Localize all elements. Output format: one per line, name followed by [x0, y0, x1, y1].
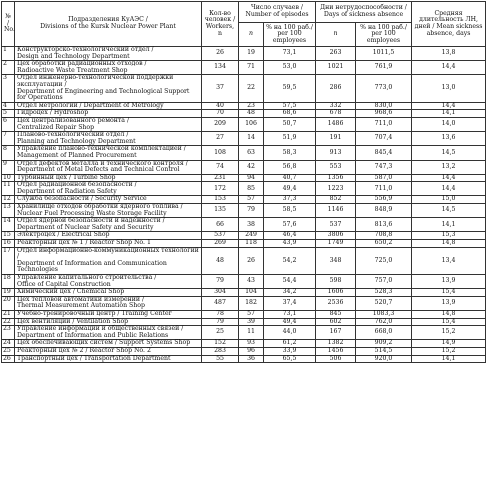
row-episodes-per100: 34,2: [264, 289, 316, 297]
row-mean-duration: 14,4: [412, 102, 486, 110]
row-workers: 25: [202, 326, 239, 340]
table-body: [2, 47, 486, 363]
row-days-n: 286: [316, 75, 356, 102]
row-days-per100: 968,6: [356, 110, 412, 118]
row-episodes-per100: 54,2: [264, 247, 316, 274]
row-days-per100: 520,7: [356, 296, 412, 310]
row-episodes-per100: 50,7: [264, 117, 316, 131]
row-episodes-per100: 57,5: [264, 102, 316, 110]
row-episodes-n: 48: [239, 110, 264, 118]
header-episodes-n: n: [239, 23, 264, 47]
row-days-per100: 762,0: [356, 318, 412, 326]
row-mean-duration: 13,9: [412, 275, 486, 289]
row-episodes-n: 249: [239, 232, 264, 240]
row-mean-duration: 15,4: [412, 289, 486, 297]
row-days-n: 1456: [316, 347, 356, 355]
row-days-n: 553: [316, 160, 356, 174]
row-number: 1: [2, 47, 15, 61]
row-episodes-n: 106: [239, 117, 264, 131]
row-days-n: 537: [316, 218, 356, 232]
table-row: [2, 61, 486, 75]
row-days-n: 1382: [316, 340, 356, 348]
row-mean-duration: 13,4: [412, 247, 486, 274]
row-episodes-n: 93: [239, 340, 264, 348]
table-row: [2, 240, 486, 248]
row-days-per100: 514,5: [356, 347, 412, 355]
header-days: Дни нетрудоспособности / Days of sickness absence: [316, 2, 412, 23]
header-workers: Кол-во человек / Workers, n: [202, 2, 239, 47]
row-mean-duration: 14,4: [412, 61, 486, 75]
row-division-name: Реакторный цех № 2 / Reactor Shop No. 2: [15, 347, 202, 355]
row-days-n: 263: [316, 47, 356, 61]
row-episodes-n: 182: [239, 296, 264, 310]
row-episodes-n: 26: [239, 247, 264, 274]
row-number: 16: [2, 240, 15, 248]
row-mean-duration: 15,2: [412, 347, 486, 355]
row-days-per100: 773,0: [356, 75, 412, 102]
table-row: [2, 160, 486, 174]
row-mean-duration: 15,4: [412, 318, 486, 326]
row-mean-duration: 14,4: [412, 174, 486, 182]
header-episodes: Число случаев / Number of episodes: [239, 2, 316, 23]
row-number: 8: [2, 146, 15, 160]
table-row: [2, 182, 486, 196]
row-workers: 134: [202, 61, 239, 75]
row-number: 6: [2, 117, 15, 131]
row-number: 12: [2, 196, 15, 204]
row-mean-duration: 14,0: [412, 117, 486, 131]
row-workers: 209: [202, 117, 239, 131]
row-number: 15: [2, 232, 15, 240]
table-row: [2, 347, 486, 355]
row-episodes-per100: 54,4: [264, 275, 316, 289]
row-episodes-n: 118: [239, 240, 264, 248]
row-workers: 269: [202, 240, 239, 248]
row-workers: 152: [202, 340, 239, 348]
row-division-name: Отдел радиационной безопасности / Department of Radiation Safety: [15, 182, 202, 196]
row-mean-duration: 14,4: [412, 182, 486, 196]
row-division-name: Электроцех / Electrical Shop: [15, 232, 202, 240]
row-episodes-n: 39: [239, 318, 264, 326]
row-number: 25: [2, 347, 15, 355]
row-days-n: 332: [316, 102, 356, 110]
row-days-n: 1021: [316, 61, 356, 75]
table-row: [2, 296, 486, 310]
row-episodes-per100: 56,8: [264, 160, 316, 174]
row-division-name: Управление планово-технической комплектацией / Management of Planned Procurement: [15, 146, 202, 160]
row-number: 5: [2, 110, 15, 118]
row-episodes-n: 79: [239, 204, 264, 218]
row-mean-duration: 13,2: [412, 160, 486, 174]
row-workers: 70: [202, 110, 239, 118]
table-row: [2, 75, 486, 102]
row-days-n: 1606: [316, 289, 356, 297]
row-episodes-per100: 58,5: [264, 204, 316, 218]
row-workers: 231: [202, 174, 239, 182]
row-episodes-n: 63: [239, 146, 264, 160]
row-workers: 66: [202, 218, 239, 232]
row-workers: 26: [202, 47, 239, 61]
row-days-n: 678: [316, 110, 356, 118]
row-episodes-per100: 49,4: [264, 182, 316, 196]
row-episodes-n: 42: [239, 160, 264, 174]
row-number: 24: [2, 340, 15, 348]
row-episodes-n: 71: [239, 61, 264, 75]
table-row: [2, 326, 486, 340]
row-days-per100: 650,2: [356, 240, 412, 248]
row-days-per100: 813,6: [356, 218, 412, 232]
row-episodes-per100: 59,5: [264, 75, 316, 102]
header-mean-duration: Средняя длительность ЛН, дней / Mean sickness absence, days: [412, 2, 486, 47]
row-days-per100: 920,0: [356, 355, 412, 363]
row-days-n: 348: [316, 247, 356, 274]
row-division-name: Управление капитального строительства / Office of Capital Construction: [15, 275, 202, 289]
row-workers: 27: [202, 132, 239, 146]
row-episodes-per100: 46,4: [264, 232, 316, 240]
row-mean-duration: 14,1: [412, 218, 486, 232]
row-workers: 79: [202, 275, 239, 289]
row-episodes-n: 22: [239, 75, 264, 102]
row-number: 26: [2, 355, 15, 363]
row-days-per100: 747,3: [356, 160, 412, 174]
row-days-n: 506: [316, 355, 356, 363]
row-division-name: Отдел метрологии / Department of Metrology: [15, 102, 202, 110]
row-mean-duration: 13,9: [412, 296, 486, 310]
row-episodes-per100: 68,6: [264, 110, 316, 118]
row-mean-duration: 14,1: [412, 110, 486, 118]
row-episodes-n: 94: [239, 174, 264, 182]
table-row: [2, 247, 486, 274]
row-days-per100: 707,4: [356, 132, 412, 146]
row-episodes-per100: 33,9: [264, 347, 316, 355]
row-days-per100: 556,9: [356, 196, 412, 204]
header-days-n: n: [316, 23, 356, 47]
row-division-name: Реакторный цех № 1 / Reactor Shop No. 1: [15, 240, 202, 248]
row-workers: 172: [202, 182, 239, 196]
row-days-per100: 1011,5: [356, 47, 412, 61]
row-division-name: Цех тепловой автоматики измерений / Thermal Measurement Automation Shop: [15, 296, 202, 310]
row-workers: 304: [202, 289, 239, 297]
row-days-n: 2536: [316, 296, 356, 310]
row-mean-duration: 15,3: [412, 232, 486, 240]
row-days-n: 1146: [316, 204, 356, 218]
row-days-per100: 587,0: [356, 174, 412, 182]
row-workers: 48: [202, 247, 239, 274]
row-number: 18: [2, 275, 15, 289]
row-division-name: Цех обеспечивающих систем / Support Systems Shop: [15, 340, 202, 348]
row-episodes-per100: 51,9: [264, 132, 316, 146]
row-days-per100: 845,4: [356, 146, 412, 160]
row-division-name: Транспортный цех / Transportation Department: [15, 355, 202, 363]
row-division-name: Служба безопасности / Security Service: [15, 196, 202, 204]
header-days-per100: % на 100 раб./ per 100 employees: [356, 23, 412, 47]
table-header: [2, 2, 486, 47]
row-days-per100: 1083,3: [356, 310, 412, 318]
row-days-n: 598: [316, 275, 356, 289]
row-workers: 74: [202, 160, 239, 174]
row-workers: 487: [202, 296, 239, 310]
row-workers: 78: [202, 310, 239, 318]
row-mean-duration: 14,9: [412, 340, 486, 348]
row-number: 11: [2, 182, 15, 196]
row-workers: 79: [202, 318, 239, 326]
row-mean-duration: 14,1: [412, 355, 486, 363]
row-days-n: 1486: [316, 117, 356, 131]
row-mean-duration: 15,2: [412, 326, 486, 340]
row-number: 23: [2, 326, 15, 340]
row-division-name: Конструкторско-технологический отдел / Design and Technology Department: [15, 47, 202, 61]
header-division: Подразделения КуАЭС / Divisions of the Kursk Nuclear Power Plant: [15, 2, 202, 47]
row-number: 22: [2, 318, 15, 326]
row-days-per100: 830,0: [356, 102, 412, 110]
header-episodes-per100: % на 100 раб./ per 100 employees: [264, 23, 316, 47]
row-days-per100: 668,0: [356, 326, 412, 340]
row-episodes-per100: 44,0: [264, 326, 316, 340]
row-episodes-per100: 65,5: [264, 355, 316, 363]
row-mean-duration: 14,8: [412, 310, 486, 318]
row-episodes-per100: 40,7: [264, 174, 316, 182]
table-row: [2, 310, 486, 318]
row-days-n: 167: [316, 326, 356, 340]
row-episodes-n: 57: [239, 310, 264, 318]
table-row: [2, 355, 486, 363]
row-number: 17: [2, 247, 15, 274]
table-row: [2, 204, 486, 218]
row-division-name: Цех обработки радиационных отходов / Radioactive Waste Treatment Shop: [15, 61, 202, 75]
row-days-per100: 711,0: [356, 182, 412, 196]
row-division-name: Отдел информационно-коммуникационных технологий / Department of Information and Communication Technologies: [15, 247, 202, 274]
row-division-name: Управление информации и общественных связей / Department of Information and Public Relations: [15, 326, 202, 340]
row-episodes-n: 96: [239, 347, 264, 355]
row-division-name: Хранилище отходов обработки ядерного топлива / Nuclear Fuel Processing Waste Storage Facility: [15, 204, 202, 218]
table-row: [2, 132, 486, 146]
row-days-n: 3806: [316, 232, 356, 240]
row-days-per100: 909,2: [356, 340, 412, 348]
row-division-name: Гидроцех / Hydroshop: [15, 110, 202, 118]
row-episodes-per100: 57,6: [264, 218, 316, 232]
row-episodes-per100: 53,0: [264, 61, 316, 75]
table-row: [2, 146, 486, 160]
row-workers: 283: [202, 347, 239, 355]
row-days-n: 602: [316, 318, 356, 326]
row-workers: 37: [202, 75, 239, 102]
header-no: № / No.: [2, 2, 15, 47]
table-row: [2, 117, 486, 131]
row-episodes-per100: 49,4: [264, 318, 316, 326]
row-number: 13: [2, 204, 15, 218]
row-division-name: Отдел дефектов металла и технического контроля / Department of Metal Defects and Technical Control: [15, 160, 202, 174]
row-episodes-per100: 61,2: [264, 340, 316, 348]
row-mean-duration: 13,0: [412, 75, 486, 102]
row-workers: 537: [202, 232, 239, 240]
row-mean-duration: 15,0: [412, 196, 486, 204]
row-episodes-n: 85: [239, 182, 264, 196]
row-episodes-n: 43: [239, 275, 264, 289]
row-episodes-n: 57: [239, 196, 264, 204]
row-days-n: 1749: [316, 240, 356, 248]
row-episodes-n: 11: [239, 326, 264, 340]
row-workers: 135: [202, 204, 239, 218]
row-number: 4: [2, 102, 15, 110]
row-days-n: 191: [316, 132, 356, 146]
row-days-n: 913: [316, 146, 356, 160]
row-number: 9: [2, 160, 15, 174]
row-division-name: Учебно-тренировочный центр / Training Center: [15, 310, 202, 318]
row-days-n: 845: [316, 310, 356, 318]
row-mean-duration: 14,8: [412, 240, 486, 248]
row-division-name: Отдел инженерно-технологической поддержки эксплуатации / Department of Engineering and Technological Support for Operations: [15, 75, 202, 102]
row-division-name: Турбинный цех / Turbine Shop: [15, 174, 202, 182]
table-row: [2, 275, 486, 289]
row-mean-duration: 13,6: [412, 132, 486, 146]
row-episodes-n: 19: [239, 47, 264, 61]
row-days-n: 1356: [316, 174, 356, 182]
row-number: 2: [2, 61, 15, 75]
row-division-name: Цех централизованного ремонта / Centralized Repair Shop: [15, 117, 202, 131]
row-days-per100: 708,8: [356, 232, 412, 240]
row-number: 20: [2, 296, 15, 310]
row-days-n: 852: [316, 196, 356, 204]
row-episodes-n: 23: [239, 102, 264, 110]
row-days-per100: 528,3: [356, 289, 412, 297]
row-number: 10: [2, 174, 15, 182]
row-number: 14: [2, 218, 15, 232]
row-episodes-n: 36: [239, 355, 264, 363]
row-episodes-per100: 73,1: [264, 310, 316, 318]
table-row: [2, 47, 486, 61]
row-episodes-per100: 43,9: [264, 240, 316, 248]
row-episodes-n: 14: [239, 132, 264, 146]
row-division-name: Цех вентиляции / Ventilation Shop: [15, 318, 202, 326]
row-days-n: 1223: [316, 182, 356, 196]
row-episodes-per100: 73,1: [264, 47, 316, 61]
row-days-per100: 761,9: [356, 61, 412, 75]
table-row: [2, 218, 486, 232]
row-days-per100: 848,9: [356, 204, 412, 218]
row-episodes-per100: 37,3: [264, 196, 316, 204]
row-workers: 108: [202, 146, 239, 160]
row-episodes-n: 38: [239, 218, 264, 232]
row-days-per100: 757,0: [356, 275, 412, 289]
row-division-name: Отдел ядерной безопасности и надежности / Department of Nuclear Safety and Security: [15, 218, 202, 232]
row-workers: 40: [202, 102, 239, 110]
row-number: 7: [2, 132, 15, 146]
row-division-name: Планово-технологический отдел / Planning and Technology Department: [15, 132, 202, 146]
row-number: 19: [2, 289, 15, 297]
row-mean-duration: 13,8: [412, 47, 486, 61]
row-division-name: Химический цех / Chemical Shop: [15, 289, 202, 297]
row-days-per100: 711,0: [356, 117, 412, 131]
row-episodes-per100: 37,4: [264, 296, 316, 310]
row-workers: 153: [202, 196, 239, 204]
row-workers: 55: [202, 355, 239, 363]
sickness-absence-table: [1, 1, 486, 363]
row-mean-duration: 14,5: [412, 146, 486, 160]
row-episodes-n: 104: [239, 289, 264, 297]
row-number: 3: [2, 75, 15, 102]
row-episodes-per100: 58,3: [264, 146, 316, 160]
row-mean-duration: 14,5: [412, 204, 486, 218]
row-days-per100: 725,0: [356, 247, 412, 274]
row-number: 21: [2, 310, 15, 318]
